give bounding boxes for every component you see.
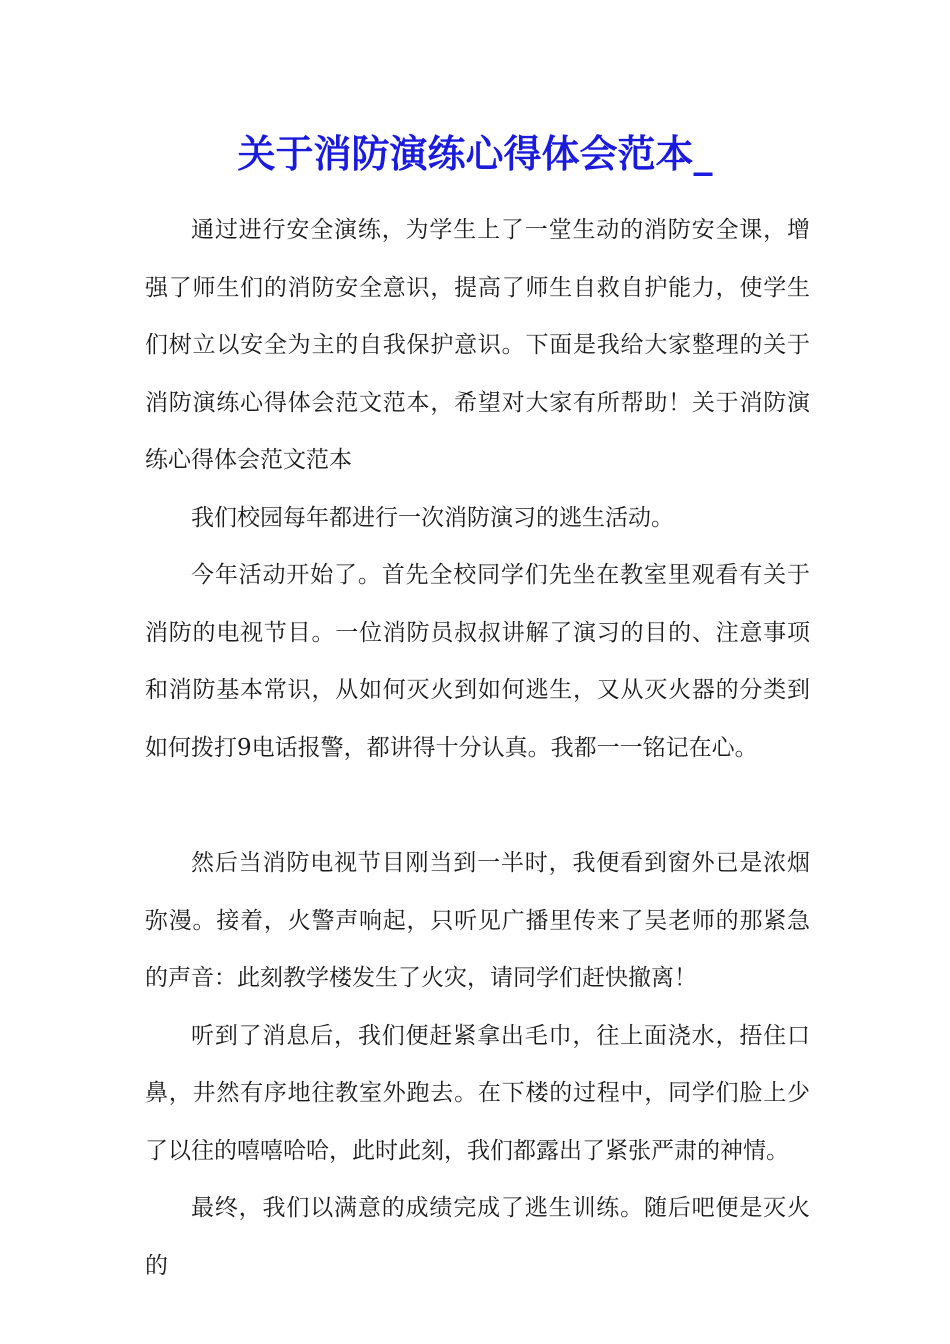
paragraph-spacer: [145, 777, 810, 835]
document-body: [145, 202, 810, 1295]
paragraph-conclusion: 最终，我们以满意的成绩完成了逃生训练。随后吧便是灭火的: [145, 1195, 810, 1279]
paragraph-activity-start: 今年活动开始了。首先全校同学们先坐在教室里观看有关于消防的电视节目。一位消防员叔叔讲解了演习的目的、注意事项和消防基本常识，从如何灭火到如何逃生，又从灭火器的分类到如何拨打9电话报警，都讲得十分认真。我都一一铭记在心。: [145, 562, 810, 761]
paragraph-intro: 通过进行安全演练，为学生上了一堂生动的消防安全课，增强了师生们的消防安全意识，提高了师生自救自护能力，使学生们树立以安全为主的自我保护意识。下面是我给大家整理的关于消防演练心得体会范文范本，希望对大家有所帮助！关于消防演练心得体会范文范本: [145, 217, 810, 473]
document-title: 关于消防演练心得体会范本_: [237, 131, 713, 176]
paragraph-annual-drill: 我们校园每年都进行一次消防演习的逃生活动。: [191, 504, 674, 531]
paragraph-fire-alarm: 然后当消防电视节目刚当到一半时，我便看到窗外已是浓烟弥漫。接着，火警声响起，只听见广播里传来了吴老师的那紧急的声音：此刻教学楼发生了火灾，请同学们赶快撤离！: [145, 850, 810, 991]
paragraph-evacuation: 听到了消息后，我们便赶紧拿出毛巾，往上面浇水，捂住口鼻，井然有序地往教室外跑去。在下楼的过程中，同学们脸上少了以往的嘻嘻哈哈，此时此刻，我们都露出了紧张严肃的神情。: [145, 1022, 810, 1164]
